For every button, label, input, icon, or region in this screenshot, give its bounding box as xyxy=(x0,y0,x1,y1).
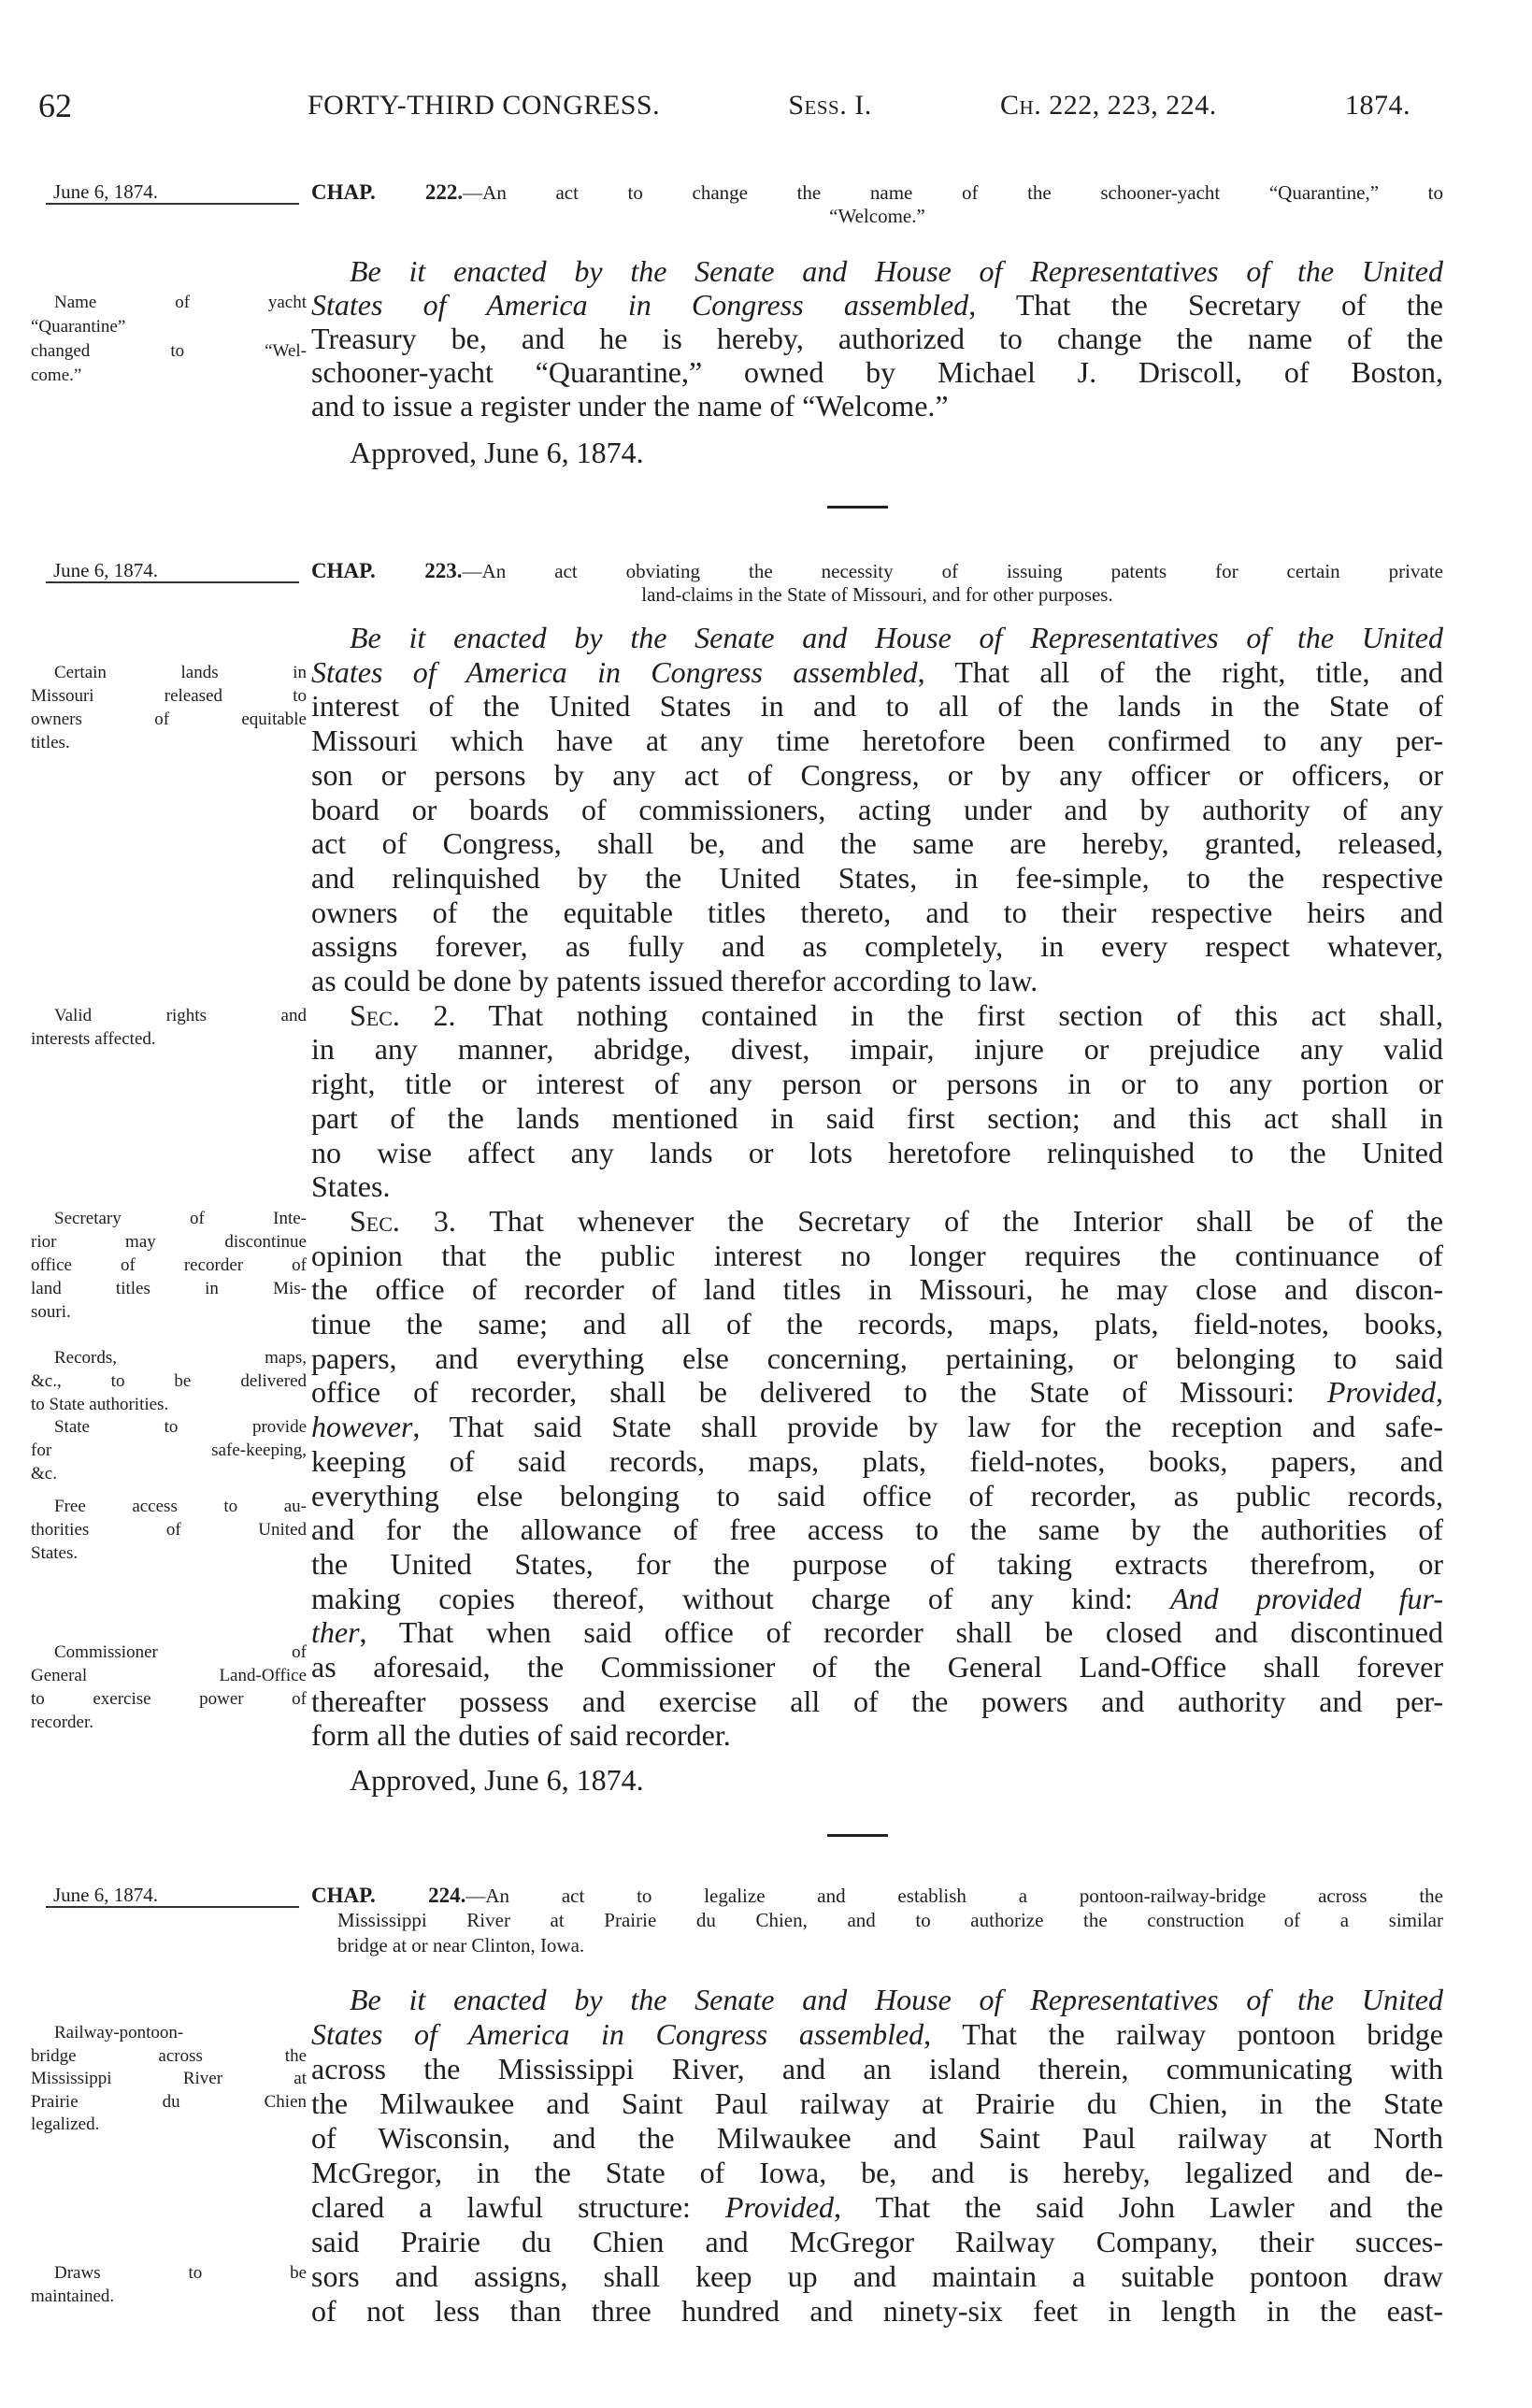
body-line xyxy=(311,1101,1443,1136)
body-line xyxy=(311,355,1443,390)
margin-note-line: &c. xyxy=(31,1464,57,1484)
text-segment: and relinquished by the United States, in fee-simple, to the respective xyxy=(311,860,1443,895)
text-segment: making copies thereof, without charge of any kind: xyxy=(311,1581,1171,1615)
text-segment: , That all of the right, title, and xyxy=(917,654,1444,689)
margin-note-line: office of recorder of xyxy=(31,1255,307,1275)
body-line xyxy=(311,2259,1443,2294)
chapter-title-line xyxy=(311,205,1443,228)
running-head-session: Sess. I. xyxy=(788,90,872,121)
body-line xyxy=(311,2225,1443,2259)
italic-text-segment: however xyxy=(311,1410,413,1444)
margin-note-line: interests affected. xyxy=(31,1029,156,1049)
text-segment: and to issue a register under the name of “Welcome.” xyxy=(311,389,949,423)
body-line xyxy=(311,1410,1443,1444)
text-segment: “Welcome.” xyxy=(829,205,925,227)
margin-note-line: owners of equitable xyxy=(31,710,307,729)
text-segment: assigns forever, as fully and as completely, in every respect whatever, xyxy=(311,929,1443,964)
text-segment: papers, and everything else concerning, pertaining, or belonging to said xyxy=(311,1340,1443,1375)
text-segment: , That when said office of recorder shall be closed and discontinued xyxy=(359,1615,1443,1650)
text-segment: thereafter possess and exercise all of the powers and authority and per- xyxy=(311,1684,1443,1718)
body-line xyxy=(311,1615,1443,1650)
margin-note-line: land titles in Mis- xyxy=(31,1279,307,1298)
chapter-separator xyxy=(827,506,888,509)
body-line xyxy=(311,1341,1443,1376)
text-segment: right, title or interest of any person or persons in or to any portion or xyxy=(311,1067,1443,1101)
margin-note-line: Missouri released to xyxy=(31,686,307,706)
date-rule xyxy=(46,1906,299,1908)
text-segment: board or boards of commissioners, acting under and by authority of any xyxy=(311,792,1443,826)
chapter-title-line xyxy=(311,1884,1443,1908)
margin-note-line: for safe-keeping, xyxy=(31,1440,307,1460)
text-segment: sors and assigns, shall keep up and maintain a suitable pontoon draw xyxy=(311,2259,1443,2293)
date-rule xyxy=(46,203,299,205)
text-segment: , That the Secretary of the xyxy=(968,288,1444,322)
margin-note-line: thorities of United xyxy=(31,1520,307,1540)
section-label: Sec. 3. xyxy=(350,1203,456,1238)
chapter-date: June 6, 1874. xyxy=(53,559,158,581)
chapter-title-line xyxy=(337,1909,1443,1932)
italic-text-segment: Provided, xyxy=(1326,1375,1443,1410)
margin-note-line: come.” xyxy=(31,366,82,385)
paragraph-first-line xyxy=(350,998,1443,1033)
chapter-title-line xyxy=(311,180,1443,205)
italic-text-segment: Provided xyxy=(724,2190,835,2224)
text-segment: —An act to legalize and establish a pontoon-railway-bridge across the xyxy=(465,1885,1443,1907)
body-line xyxy=(311,2294,1443,2329)
margin-note-line: rior may discontinue xyxy=(31,1232,307,1252)
italic-text-segment: Be it enacted by the Senate and House of Representatives of the United xyxy=(350,621,1443,654)
chapter-date: June 6, 1874. xyxy=(53,1884,158,1906)
running-head-chapters: Ch. 222, 223, 224. xyxy=(1000,90,1217,121)
text-segment: as aforesaid, the Commissioner of the General Land-Office shall forever xyxy=(311,1650,1443,1684)
chapter-label: CHAP. 222. xyxy=(311,180,464,204)
chapter-label: CHAP. 224. xyxy=(311,1884,466,1907)
text-segment: bridge at or near Clinton, Iowa. xyxy=(337,1934,585,1956)
approval-date: Approved, June 6, 1874. xyxy=(350,1763,644,1797)
italic-text-segment: States of America in Congress assembled xyxy=(311,288,969,322)
text-segment: That whenever the Secretary of the Interior shall be of the xyxy=(455,1203,1443,1238)
body-line xyxy=(311,1169,1443,1204)
text-segment: interest of the United States in and to all of the lands in the State of xyxy=(311,689,1443,724)
body-line xyxy=(311,826,1443,861)
italic-text-segment: Be it enacted by the Senate and House of Representatives of the United xyxy=(350,254,1443,288)
italic-text-segment: States of America in Congress assembled xyxy=(311,2017,924,2051)
chapter-date: June 6, 1874. xyxy=(53,180,158,203)
body-line xyxy=(311,2156,1443,2190)
chapter-title-line xyxy=(337,1934,1443,1957)
text-segment: son or persons by any act of Congress, or by any officer or officers, or xyxy=(311,757,1443,792)
text-segment: said Prairie du Chien and McGregor Railway Company, their succes- xyxy=(311,2225,1443,2258)
margin-note-line: “Quarantine” xyxy=(31,317,126,337)
text-segment: —An act obviating the necessity of issuing patents for certain private xyxy=(462,560,1443,582)
section-label: Sec. 2. xyxy=(350,997,456,1032)
text-segment: opinion that the public interest no longer requires the continuance of xyxy=(311,1238,1443,1272)
text-segment: across the Mississippi River, and an island therein, communicating with xyxy=(311,2052,1443,2086)
body-line xyxy=(311,1582,1443,1616)
running-head-title: FORTY-THIRD CONGRESS. xyxy=(308,90,661,121)
margin-note-line: to exercise power of xyxy=(31,1689,307,1709)
paragraph-first-line xyxy=(350,254,1443,289)
text-segment: of not less than three hundred and ninety-six feet in length in the east- xyxy=(311,2294,1443,2328)
text-segment: land-claims in the State of Missouri, and for other purposes. xyxy=(641,583,1113,606)
margin-note-line: recorder. xyxy=(31,1713,93,1732)
text-segment: part of the lands mentioned in said first section; and this act shall in xyxy=(311,1100,1443,1135)
text-segment: That nothing contained in the first section of this act shall, xyxy=(455,997,1443,1032)
body-line xyxy=(311,1444,1443,1479)
margin-note-line: to State authorities. xyxy=(31,1395,169,1414)
italic-text-segment: Be it enacted by the Senate and House of Representatives of the United xyxy=(350,1983,1443,2016)
margin-note-line: Prairie du Chien xyxy=(31,2091,307,2112)
body-line xyxy=(311,655,1443,690)
margin-note-line: Certain lands in xyxy=(54,663,307,682)
body-line xyxy=(311,1136,1443,1170)
body-line xyxy=(311,1032,1443,1067)
paragraph-first-line xyxy=(350,1983,1443,2017)
margin-note-line: legalized. xyxy=(31,2114,100,2135)
text-segment: in any manner, abridge, divest, impair, injure or prejudice any valid xyxy=(311,1032,1443,1067)
text-segment: , That the railway pontoon bridge xyxy=(923,2017,1444,2051)
body-line xyxy=(311,964,1443,998)
text-segment: Treasury be, and he is hereby, authorized to change the name of the xyxy=(311,322,1443,355)
body-line xyxy=(311,1718,1443,1753)
body-line xyxy=(311,1479,1443,1513)
text-segment: owners of the equitable titles thereto, and to their respective heirs and xyxy=(311,895,1443,929)
body-line xyxy=(311,2017,1443,2052)
body-line xyxy=(311,1067,1443,1101)
body-line xyxy=(311,724,1443,758)
body-line xyxy=(311,1547,1443,1582)
body-line xyxy=(311,1239,1443,1273)
margin-note-line: bridge across the xyxy=(31,2045,307,2066)
body-line xyxy=(311,929,1443,964)
margin-note-line: Secretary of Inte- xyxy=(54,1209,307,1228)
text-segment: the Milwaukee and Saint Paul railway at Prairie du Chien, in the State xyxy=(311,2086,1443,2120)
body-line xyxy=(311,1307,1443,1341)
italic-text-segment: States of America in Congress assembled xyxy=(311,654,918,689)
paragraph-first-line xyxy=(350,621,1443,655)
margin-note-line: Railway-pontoon- xyxy=(54,2023,184,2042)
text-segment: the office of recorder of land titles in Missouri, he may close and discon- xyxy=(311,1272,1443,1307)
body-line xyxy=(311,689,1443,724)
text-segment: of Wisconsin, and the Milwaukee and Saint Paul railway at North xyxy=(311,2121,1443,2155)
text-segment: —An act to change the name of the schooner-yacht “Quarantine,” to xyxy=(463,181,1443,204)
date-rule xyxy=(46,581,299,583)
text-segment: as could be done by patents issued therefor according to law. xyxy=(311,964,1038,997)
margin-note-line: Commissioner of xyxy=(54,1642,307,1662)
text-segment: no wise affect any lands or lots heretofore relinquished to the United xyxy=(311,1135,1443,1169)
text-segment: act of Congress, shall be, and the same are hereby, granted, released, xyxy=(311,826,1443,861)
text-segment: schooner-yacht “Quarantine,” owned by Michael J. Driscoll, of Boston, xyxy=(311,355,1443,389)
text-segment: and for the allowance of free access to the same by the authorities of xyxy=(311,1512,1443,1547)
chapter-title-line xyxy=(311,559,1443,583)
margin-note-line: States. xyxy=(31,1543,79,1563)
text-segment: McGregor, in the State of Iowa, be, and is hereby, legalized and de- xyxy=(311,2156,1443,2189)
body-line xyxy=(311,1512,1443,1547)
body-line xyxy=(311,758,1443,793)
body-line xyxy=(311,793,1443,827)
text-segment: States. xyxy=(311,1169,391,1204)
text-segment: , That said State shall provide by law for the reception and safe- xyxy=(412,1410,1443,1444)
text-segment: office of recorder, shall be delivered to the State of Missouri: xyxy=(311,1375,1327,1410)
body-line xyxy=(311,389,1443,423)
body-line xyxy=(311,288,1443,322)
body-line xyxy=(311,896,1443,930)
body-line xyxy=(311,1684,1443,1719)
text-segment: tinue the same; and all of the records, maps, plats, field-notes, books, xyxy=(311,1307,1443,1340)
body-line xyxy=(311,2052,1443,2086)
text-segment: form all the duties of said recorder. xyxy=(311,1718,731,1753)
margin-note-line: Name of yacht xyxy=(54,293,307,312)
margin-note-line: titles. xyxy=(31,733,70,752)
margin-note-line: Valid rights and xyxy=(54,1006,307,1025)
text-segment: everything else belonging to said office of recorder, as public records, xyxy=(311,1478,1443,1512)
text-segment: keeping of said records, maps, plats, field-notes, books, papers, and xyxy=(311,1443,1443,1478)
body-line xyxy=(311,1272,1443,1307)
body-line xyxy=(311,1650,1443,1684)
margin-note-line: &c., to be delivered xyxy=(31,1371,307,1391)
text-segment: the United States, for the purpose of taking extracts therefrom, or xyxy=(311,1546,1443,1581)
running-head xyxy=(308,90,1410,122)
approval-date: Approved, June 6, 1874. xyxy=(350,436,644,469)
margin-note-line: maintained. xyxy=(31,2286,115,2306)
chapter-separator xyxy=(827,1834,888,1837)
body-line xyxy=(311,1375,1443,1410)
margin-note-line: souri. xyxy=(31,1302,71,1322)
margin-note-line: Free access to au- xyxy=(54,1497,307,1516)
text-segment: , That the said John Lawler and the xyxy=(834,2190,1444,2224)
body-line xyxy=(311,2190,1443,2225)
margin-note-line: General Land-Office xyxy=(31,1666,307,1685)
margin-note-line: Records, maps, xyxy=(54,1348,307,1368)
margin-note-line: changed to “Wel- xyxy=(31,341,307,361)
paragraph-first-line xyxy=(350,1204,1443,1239)
running-head-year: 1874. xyxy=(1344,90,1410,121)
text-segment: Missouri which have at any time heretofore been confirmed to any per- xyxy=(311,724,1443,758)
text-segment: Mississippi River at Prairie du Chien, and to authorize the construction of a similar xyxy=(337,1909,1443,1931)
italic-text-segment: And provided fur- xyxy=(1170,1581,1444,1615)
body-line xyxy=(311,322,1443,356)
page-number: 62 xyxy=(38,87,72,124)
italic-text-segment: ther xyxy=(311,1615,360,1650)
text-segment: clared a lawful structure: xyxy=(311,2190,725,2224)
body-line xyxy=(311,2121,1443,2156)
chapter-title-line xyxy=(311,583,1443,607)
margin-note-line: State to provide xyxy=(54,1417,307,1437)
body-line xyxy=(311,861,1443,896)
margin-note-line: Mississippi River at xyxy=(31,2069,307,2089)
body-line xyxy=(311,2086,1443,2121)
margin-note-line: Draws to be xyxy=(54,2263,307,2283)
chapter-label: CHAP. 223. xyxy=(311,559,463,582)
